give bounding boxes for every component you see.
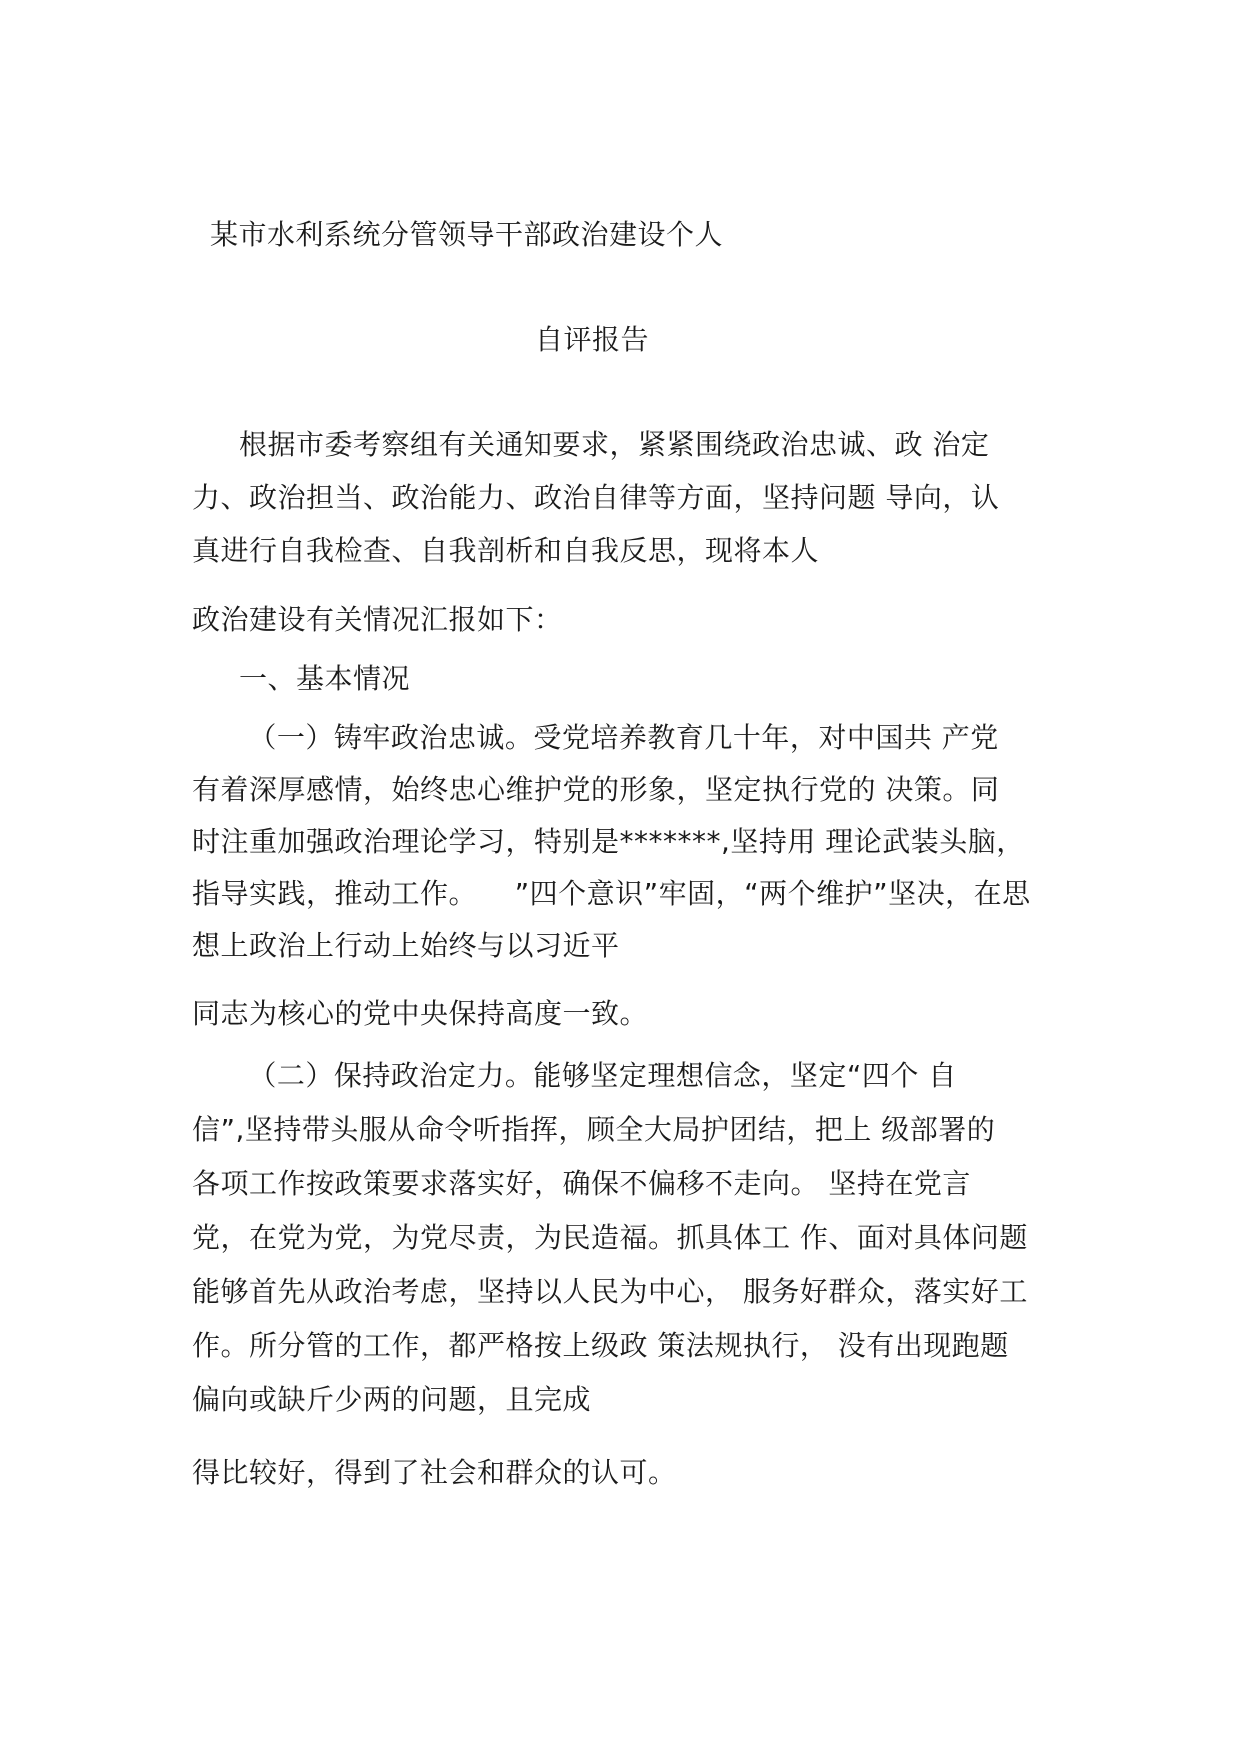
paragraph-line: 根据市委考察组有关通知要求，紧紧围绕政治忠诚、政 治定 <box>192 428 990 461</box>
paragraph-line: 能够首先从政治考虑，坚持以人民为中心， 服务好群众，落实好工 <box>192 1275 1028 1308</box>
paragraph-line: 各项工作按政策要求落实好，确保不偏移不走向。 坚持在党言 <box>192 1167 971 1200</box>
paragraph-line: 有着深厚感情，始终忠心维护党的形象，坚定执行党的 决策。同 <box>192 773 1000 806</box>
paragraph-line: 力、政治担当、政治能力、政治自律等方面，坚持问题 导向，认 <box>192 481 1000 514</box>
paragraph-line: 作。所分管的工作，都严格按上级政 策法规执行， 没有出现跑题 <box>192 1329 1009 1362</box>
paragraph-line: （二）保持政治定力。能够坚定理想信念，坚定“四个 自 <box>192 1059 957 1092</box>
document-title-line-2: 自评报告 <box>535 323 650 356</box>
paragraph-line: （一）铸牢政治忠诚。受党培养教育几十年，对中国共 产党 <box>192 721 999 754</box>
paragraph-line: 指导实践，推动工作。 ”四个意识”牢固，“两个维护”坚决，在思 <box>192 877 1031 910</box>
paragraph-line: 得比较好，得到了社会和群众的认可。 <box>192 1456 677 1489</box>
paragraph-line: 偏向或缺斤少两的问题，且完成 <box>192 1383 592 1416</box>
paragraph-line: 同志为核心的党中央保持高度一致。 <box>192 997 649 1030</box>
paragraph-line: 信”,坚持带头服从命令听指挥，顾全大局护团结，把上 级部署的 <box>192 1113 996 1146</box>
paragraph-line: 政治建设有关情况汇报如下： <box>192 603 563 636</box>
paragraph-line: 真进行自我检查、自我剖析和自我反思，现将本人 <box>192 534 820 567</box>
paragraph-line: 党，在党为党，为党尽责，为民造福。抓具体工 作、面对具体问题 <box>192 1221 1028 1254</box>
document-title-line-1: 某市水利系统分管领导干部政治建设个人 <box>210 218 724 251</box>
section-heading: 一、基本情况 <box>192 662 411 695</box>
paragraph-line: 时注重加强政治理论学习，特别是*******,坚持用 理论武装头脑， <box>192 825 1025 858</box>
paragraph-line: 想上政治上行动上始终与以习近平 <box>192 929 620 962</box>
